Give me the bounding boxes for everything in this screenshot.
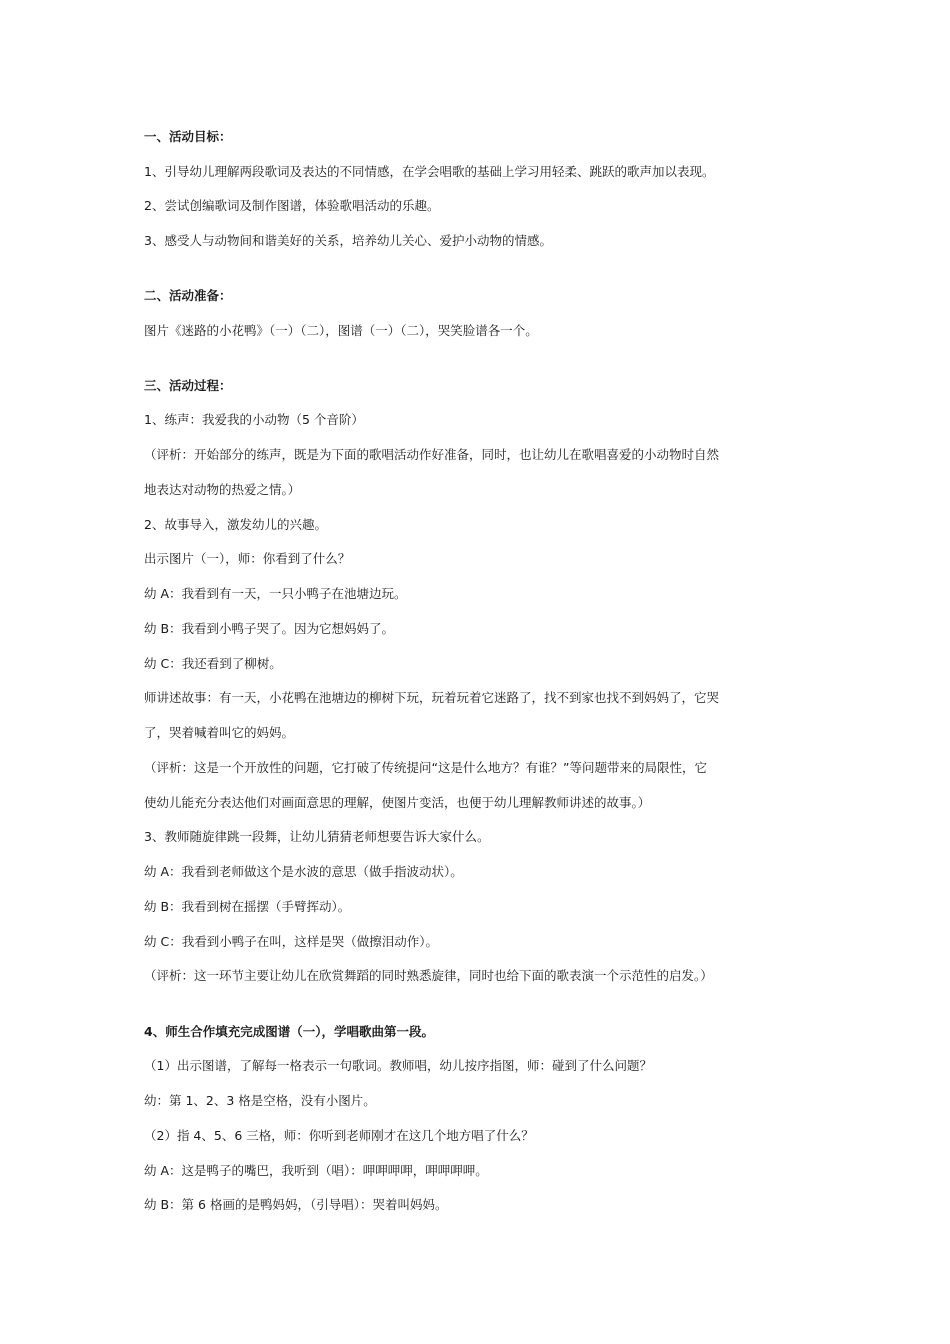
- paragraph-line: （2）指 4、5、6 三格，师：你听到老师刚才在这几个地方唱了什么？: [144, 1128, 534, 1143]
- dialogue-line: 幼：第 1、2、3 格是空格，没有小图片。: [144, 1093, 376, 1108]
- dialogue-line: 幼 B：我看到树在摇摆（手臂挥动）。: [144, 899, 351, 914]
- section-heading-goals: 一、活动目标：: [144, 129, 232, 144]
- commentary-line: （评析：开始部分的练声，既是为下面的歌唱活动作好准备，同时，也让幼儿在歌唱喜爱的小动物时自然: [144, 447, 720, 462]
- paragraph-line: 3、教师随旋律跳一段舞，让幼儿猜猜老师想要告诉大家什么。: [144, 829, 490, 844]
- story-line: 了，哭着喊着叫它的妈妈。: [144, 725, 295, 740]
- paragraph-line: 2、故事导入，激发幼儿的兴趣。: [144, 517, 327, 532]
- dialogue-line: 幼 B：第 6 格画的是鸭妈妈，（引导唱）：哭着叫妈妈。: [144, 1197, 448, 1212]
- story-line: 师讲述故事：有一天，小花鸭在池塘边的柳树下玩，玩着玩着它迷路了，找不到家也找不到妈妈了，它哭: [144, 690, 720, 705]
- preparation-text: 图片《迷路的小花鸭》（一）（二），图谱（一）（二），哭笑脸谱各一个。: [144, 323, 538, 338]
- dialogue-line: 幼 A：我看到有一天，一只小鸭子在池塘边玩。: [144, 586, 407, 601]
- paragraph-line: （1）出示图谱，了解每一格表示一句歌词。教师唱，幼儿按序指图，师：碰到了什么问题？: [144, 1058, 652, 1073]
- commentary-line: （评析：这一环节主要让幼儿在欣赏舞蹈的同时熟悉旋律，同时也给下面的歌表演一个示范性的启发。）: [144, 968, 713, 983]
- dialogue-line: 幼 A：这是鸭子的嘴巴，我听到（唱）：呷呷呷呷，呷呷呷呷。: [144, 1163, 488, 1178]
- paragraph-line: 出示图片（一），师：你看到了什么？: [144, 551, 351, 566]
- section-heading-preparation: 二、活动准备：: [144, 288, 232, 303]
- section-heading-process: 三、活动过程：: [144, 378, 232, 393]
- goal-item-2: 2、尝试创编歌词及制作图谱，体验歌唱活动的乐趣。: [144, 198, 440, 213]
- commentary-line: 使幼儿能充分表达他们对画面意思的理解，使图片变活，也便于幼儿理解教师讲述的故事。）: [144, 795, 651, 810]
- step-heading: 4、师生合作填充完成图谱（一），学唱歌曲第一段。: [144, 1024, 434, 1039]
- goal-item-3: 3、感受人与动物间和谐美好的关系，培养幼儿关心、爱护小动物的情感。: [144, 233, 552, 248]
- dialogue-line: 幼 A：我看到老师做这个是水波的意思（做手指波动状）。: [144, 864, 463, 879]
- commentary-line: （评析：这是一个开放性的问题，它打破了传统提问“这是什么地方？有谁？”等问题带来的局限性，它: [144, 760, 707, 775]
- paragraph-line: 1、练声：我爱我的小动物（5 个音阶）: [144, 412, 364, 427]
- commentary-line: 地表达对动物的热爱之情。）: [144, 482, 301, 497]
- dialogue-line: 幼 B：我看到小鸭子哭了。因为它想妈妈了。: [144, 621, 395, 636]
- dialogue-line: 幼 C：我看到小鸭子在叫，这样是哭（做擦泪动作）。: [144, 934, 438, 949]
- goal-item-1: 1、引导幼儿理解两段歌词及表达的不同情感，在学会唱歌的基础上学习用轻柔、跳跃的歌声加以表现。: [144, 164, 715, 179]
- dialogue-line: 幼 C：我还看到了柳树。: [144, 656, 282, 671]
